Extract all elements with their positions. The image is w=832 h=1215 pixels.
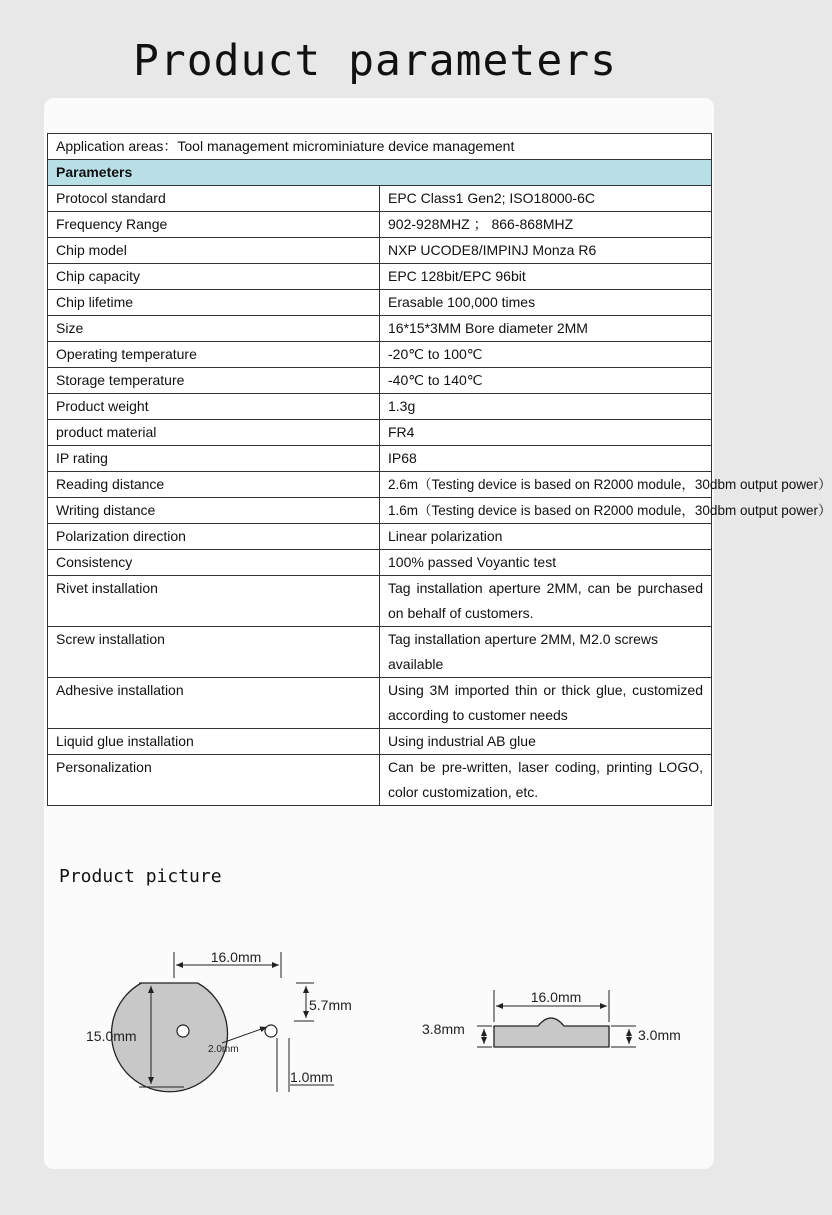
table-row (48, 212, 712, 238)
section-header-row (48, 160, 712, 186)
table-row (48, 186, 712, 212)
table-row (48, 394, 712, 420)
param-value: FR4 (380, 420, 712, 446)
param-label: Liquid glue installation (48, 729, 380, 755)
table-row (48, 134, 712, 160)
front-hole-label: 2.0mm (208, 1044, 239, 1055)
table-row (48, 316, 712, 342)
param-label: Writing distance (48, 498, 380, 524)
table-row (48, 290, 712, 316)
param-value: Using 3M imported thin or thick glue, customized according to customer needs (380, 678, 712, 729)
page-title: Product parameters (133, 36, 617, 86)
front-width-label: 16.0mm (210, 949, 262, 965)
param-value: -40℃ to 140℃ (380, 368, 712, 394)
table-row (48, 524, 712, 550)
table-row (48, 472, 712, 498)
param-label: Chip model (48, 238, 380, 264)
section-label: Parameters (48, 160, 712, 186)
param-label: Operating temperature (48, 342, 380, 368)
param-value: Tag installation aperture 2MM, can be purchased on behalf of customers. (380, 576, 712, 627)
param-label: Size (48, 316, 380, 342)
param-label: Reading distance (48, 472, 380, 498)
table-row (48, 446, 712, 472)
front-edge-label: 1.0mm (290, 1069, 333, 1085)
tag-side-outline (494, 1018, 609, 1047)
param-label: Personalization (48, 755, 380, 806)
param-label: Chip capacity (48, 264, 380, 290)
front-view (86, 949, 352, 1092)
param-label: IP rating (48, 446, 380, 472)
param-label: Polarization direction (48, 524, 380, 550)
param-value: Tag installation aperture 2MM, M2.0 screws available (380, 627, 712, 678)
table-row (48, 264, 712, 290)
param-label: Frequency Range (48, 212, 380, 238)
param-label: Adhesive installation (48, 678, 380, 729)
param-value: Can be pre-written, laser coding, printing LOGO, color customization, etc. (380, 755, 712, 806)
param-label: Chip lifetime (48, 290, 380, 316)
side-width-label: 16.0mm (530, 989, 582, 1005)
parameters-table (47, 133, 832, 806)
param-label: Screw installation (48, 627, 380, 678)
table-row (48, 729, 712, 755)
param-value: 100% passed Voyantic test (380, 550, 712, 576)
param-label: Storage temperature (48, 368, 380, 394)
param-value: 2.6m（Testing device is based on R2000 module，30dbm output power） (380, 472, 712, 498)
side-right-thickness-label: 3.0mm (638, 1027, 681, 1043)
table-row (48, 550, 712, 576)
mounting-hole-left (177, 1025, 189, 1037)
param-value: NXP UCODE8/IMPINJ Monza R6 (380, 238, 712, 264)
param-label: product material (48, 420, 380, 446)
param-label: Product weight (48, 394, 380, 420)
table-row (48, 498, 712, 524)
param-value: 902-928MHZ ； 866-868MHZ (380, 212, 712, 238)
param-value: EPC Class1 Gen2; ISO18000-6C (380, 186, 712, 212)
front-height-label: 15.0mm (86, 1028, 137, 1044)
param-value: 16*15*3MM Bore diameter 2MM (380, 316, 712, 342)
product-dimension-drawing (44, 930, 714, 1110)
application-areas-cell: Application areas：Tool management microminiature device management (48, 134, 712, 160)
table-row (48, 342, 712, 368)
table-row (48, 576, 712, 627)
param-label: Consistency (48, 550, 380, 576)
param-value: IP68 (380, 446, 712, 472)
table-row (48, 678, 712, 729)
param-value: Using industrial AB glue (380, 729, 712, 755)
side-left-thickness-label: 3.8mm (422, 1021, 465, 1037)
table-row (48, 627, 712, 678)
param-value: 1.3g (380, 394, 712, 420)
side-view (422, 989, 681, 1047)
table-row (48, 420, 712, 446)
table-row (48, 368, 712, 394)
param-value: Linear polarization (380, 524, 712, 550)
table-row (48, 238, 712, 264)
param-label: Protocol standard (48, 186, 380, 212)
front-flat-label: 5.7mm (309, 997, 352, 1013)
param-value: EPC 128bit/EPC 96bit (380, 264, 712, 290)
param-value: -20℃ to 100℃ (380, 342, 712, 368)
param-label: Rivet installation (48, 576, 380, 627)
table-row (48, 755, 712, 806)
param-value: Erasable 100,000 times (380, 290, 712, 316)
param-value: 1.6m（Testing device is based on R2000 module，30dbm output power） (380, 498, 712, 524)
product-picture-title: Product picture (59, 866, 222, 887)
